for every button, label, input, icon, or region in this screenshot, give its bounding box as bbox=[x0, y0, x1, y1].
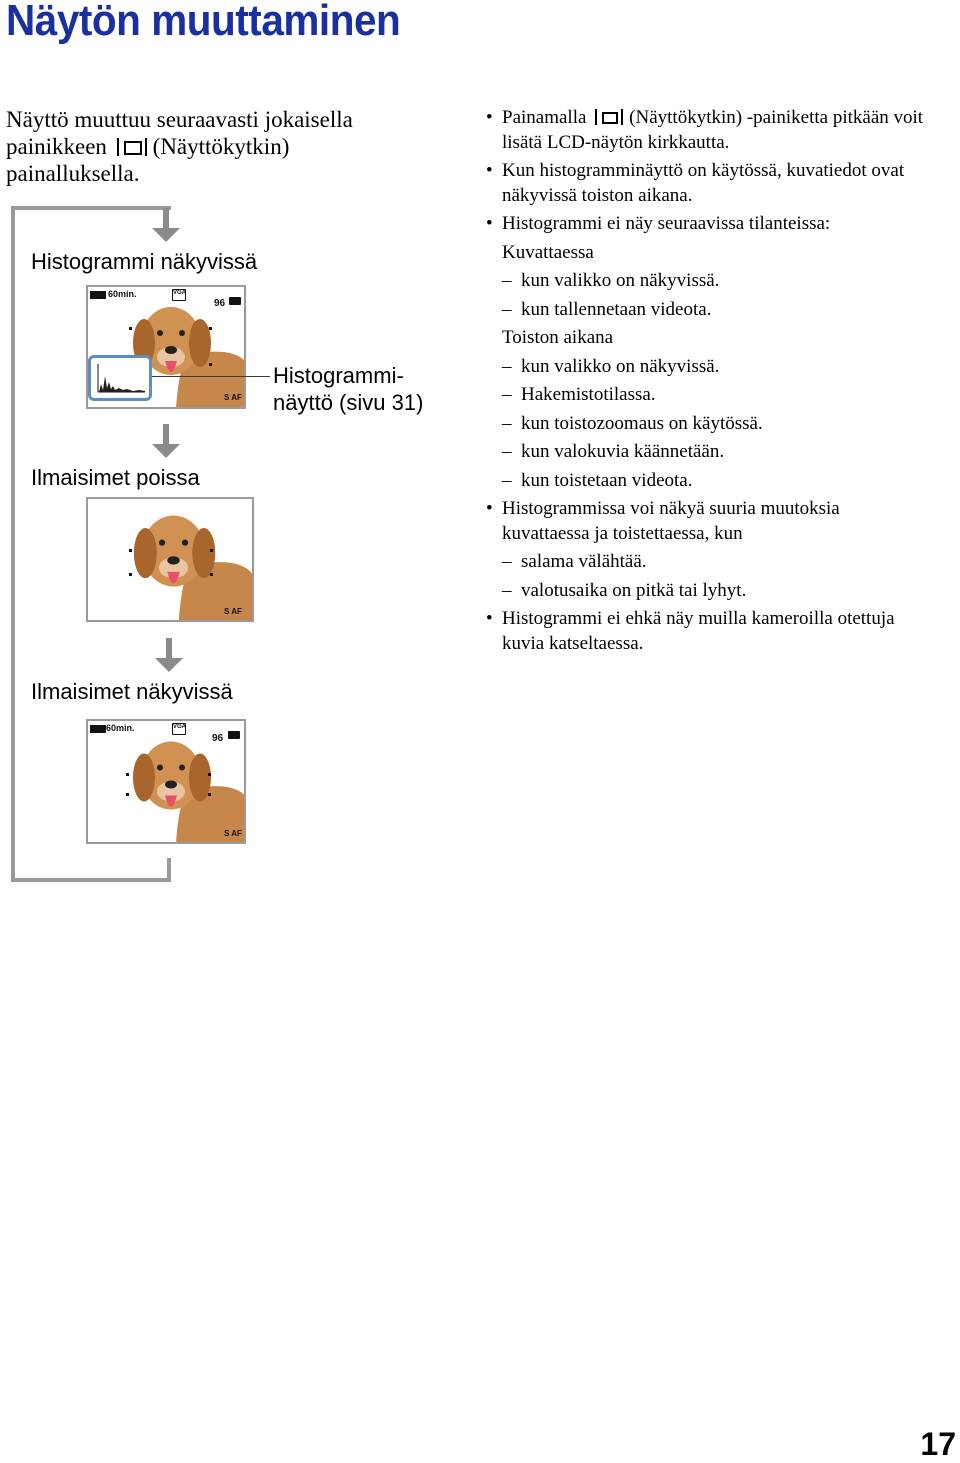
histogram bbox=[88, 355, 152, 401]
battery-icon bbox=[90, 725, 106, 733]
state-label-histogram: Histogrammi näkyvissä bbox=[31, 249, 258, 274]
note-histogram-variation: • Histogrammissa voi näkyä suuria muutoksia kuvattaessa ja toistettaessa, kun bbox=[486, 497, 926, 546]
image-size: VGA bbox=[173, 724, 187, 730]
note-brightness-before: Painamalla bbox=[502, 107, 587, 128]
note-brightness bbox=[486, 106, 926, 155]
notes-list bbox=[486, 106, 926, 660]
focus-mode: S AF bbox=[224, 393, 242, 402]
memory-icon bbox=[228, 731, 240, 739]
list-item: – kun valikko on näkyvissä. bbox=[486, 269, 926, 294]
shots-remaining: 96 bbox=[214, 298, 226, 309]
page-title: Näytön muuttaminen bbox=[6, 0, 401, 45]
page-number: 17 bbox=[920, 1426, 956, 1462]
note-histogram-hidden: • Histogrammi ei näy seuraavissa tilanteissa: bbox=[486, 212, 926, 237]
intro-text bbox=[6, 106, 406, 187]
intro-text-before: Näyttö muuttuu seuraavasti jokaisella painikkeen bbox=[6, 107, 353, 159]
note-brightness-after: (Näyttökytkin) -painiketta pitkään voit lisätä LCD-näytön kirkkautta. bbox=[502, 107, 924, 153]
note-subheading-playback: Toiston aikana bbox=[502, 327, 614, 348]
state-label-indicators-off: Ilmaisimet poissa bbox=[31, 465, 200, 490]
note-subheading-shooting: Kuvattaessa bbox=[502, 241, 594, 263]
list-item: – kun valokuvia käännetään. bbox=[486, 440, 926, 465]
arrow-down-icon bbox=[152, 208, 180, 248]
battery-icon bbox=[90, 291, 106, 299]
callout-line1: Histogrammi- bbox=[273, 363, 404, 388]
time-remaining: 60min. bbox=[108, 289, 137, 299]
lcd-screen-indicators-off bbox=[86, 497, 254, 622]
histogram-callout-line bbox=[152, 376, 270, 377]
list-item: – salama välähtää. bbox=[486, 550, 926, 575]
list-item: – kun toistozoomaus on käytössä. bbox=[486, 412, 926, 437]
flow-cycle-frame-end bbox=[167, 858, 171, 882]
list-item: – Hakemistotilassa. bbox=[486, 383, 926, 408]
focus-mode: S AF bbox=[224, 829, 242, 838]
arrow-down-icon bbox=[155, 638, 183, 678]
callout-line2: näyttö (sivu 31) bbox=[273, 390, 424, 415]
image-size: VGA bbox=[173, 290, 187, 296]
list-item: – kun tallennetaan videota. bbox=[486, 298, 926, 323]
arrow-down-icon bbox=[152, 424, 180, 464]
dog-photo bbox=[116, 727, 246, 844]
time-remaining: 60min. bbox=[106, 723, 135, 733]
list-item: – kun valikko on näkyvissä. bbox=[486, 355, 926, 380]
focus-mode: S AF bbox=[224, 607, 242, 616]
note-histogram-playback: • Kun histogramminäyttö on käytössä, kuvatiedot ovat näkyvissä toiston aikana. bbox=[486, 159, 926, 208]
lcd-screen-indicators-on bbox=[86, 719, 246, 844]
display-toggle-icon bbox=[117, 138, 147, 156]
note-other-cameras: • Histogrammi ei ehkä näy muilla kameroilla otettuja kuvia katseltaessa. bbox=[486, 607, 926, 656]
intro-text-after: (Näyttökytkin) painalluksella. bbox=[6, 134, 290, 186]
histogram-callout bbox=[273, 362, 423, 416]
memory-icon bbox=[229, 297, 241, 305]
list-item: – kun toistetaan videota. bbox=[486, 469, 926, 494]
list-item: – valotusaika on pitkä tai lyhyt. bbox=[486, 579, 926, 604]
dog-photo bbox=[116, 503, 254, 622]
display-toggle-icon bbox=[595, 109, 623, 125]
state-label-indicators-on: Ilmaisimet näkyvissä bbox=[31, 679, 233, 704]
shots-remaining: 96 bbox=[212, 733, 224, 744]
